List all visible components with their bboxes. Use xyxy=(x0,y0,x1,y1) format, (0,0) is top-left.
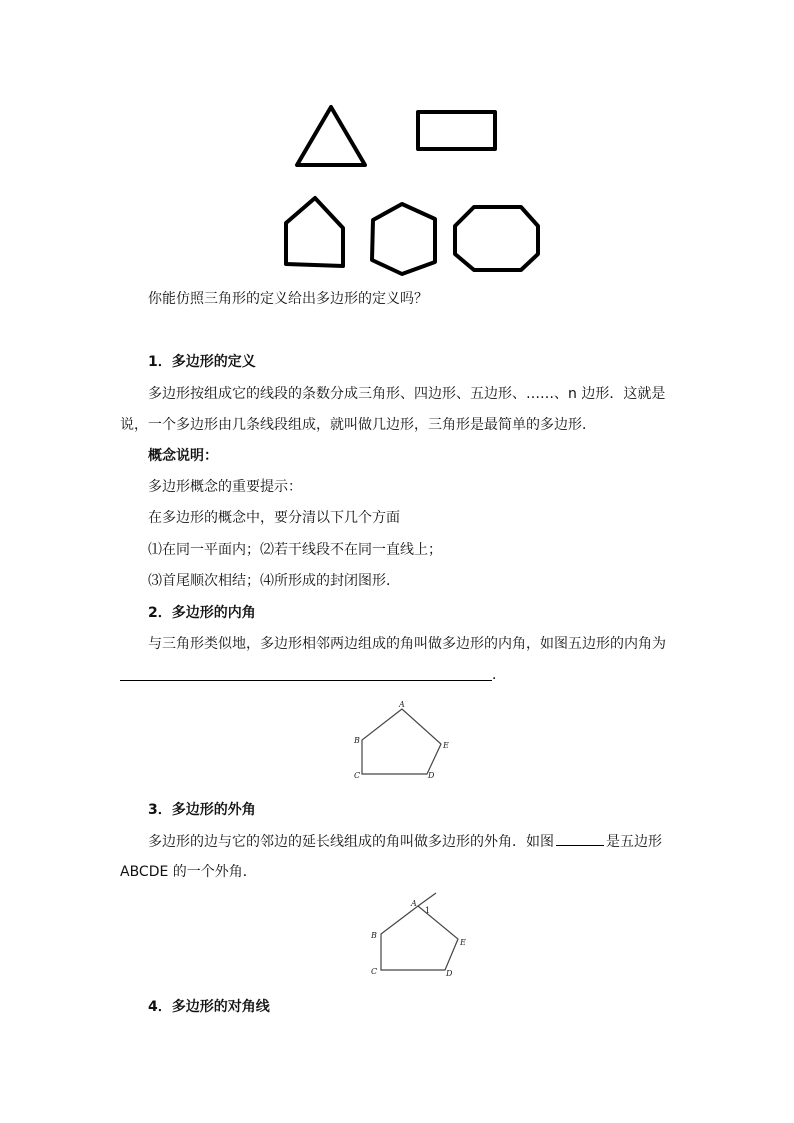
concept-points-1: ⑴在同一平面内；⑵若干线段不在同一直线上； xyxy=(148,542,442,558)
section-3-line2: ABCDE 的一个外角． xyxy=(120,864,257,880)
label-A: A xyxy=(399,700,405,709)
stick-rectangle xyxy=(418,112,495,149)
label-A-2: A xyxy=(411,899,417,908)
section-3-heading: 3．多边形的外角 xyxy=(148,802,256,818)
concept-title: 概念说明： xyxy=(148,448,218,464)
label-E: E xyxy=(443,741,449,750)
section-1-heading: 1．多边形的定义 xyxy=(148,354,256,370)
section-3-line1-b: 是五边形 xyxy=(606,834,662,850)
concept-intro: 在多边形的概念中，要分清以下几个方面 xyxy=(148,510,400,526)
label-B-2: B xyxy=(371,931,377,940)
label-B: B xyxy=(354,736,360,745)
label-D-2: D xyxy=(446,969,453,978)
label-C-2: C xyxy=(371,967,378,976)
section-2-line1: 与三角形类似地，多边形相邻两边组成的角叫做多边形的内角，如图五边形的内角为 xyxy=(148,636,666,652)
label-D: D xyxy=(428,771,435,780)
concept-tip: 多边形概念的重要提示： xyxy=(148,479,302,495)
label-C: C xyxy=(354,771,361,780)
section-3-line1 xyxy=(148,831,662,852)
answer-blank-exterior xyxy=(556,831,604,846)
question-text: 你能仿照三角形的定义给出多边形的定义吗？ xyxy=(148,291,428,307)
stick-hexagon xyxy=(372,204,435,274)
stick-pentagon xyxy=(286,198,343,266)
concept-points-2: ⑶首尾顺次相结；⑷所形成的封闭图形． xyxy=(148,573,400,589)
section-3-line1-a: 多边形的边与它的邻边的延长线组成的角叫做多边形的外角．如图 xyxy=(148,834,554,850)
section-1-line1: 多边形按组成它的线段的条数分成三角形、四边形、五边形、……、n 边形．这就是 xyxy=(148,386,666,402)
section-2-end: ． xyxy=(492,667,506,683)
section-1-line2: 说，一个多边形由几条线段组成，就叫做几边形，三角形是最简单的多边形． xyxy=(120,417,596,433)
stick-triangle xyxy=(297,107,365,165)
label-angle-1: 1 xyxy=(425,906,431,915)
answer-blank-interior xyxy=(120,680,492,681)
section-4-heading: 4．多边形的对角线 xyxy=(148,999,270,1015)
section-2-heading: 2．多边形的内角 xyxy=(148,605,256,621)
label-E-2: E xyxy=(460,938,466,947)
stick-octagon xyxy=(455,207,538,270)
